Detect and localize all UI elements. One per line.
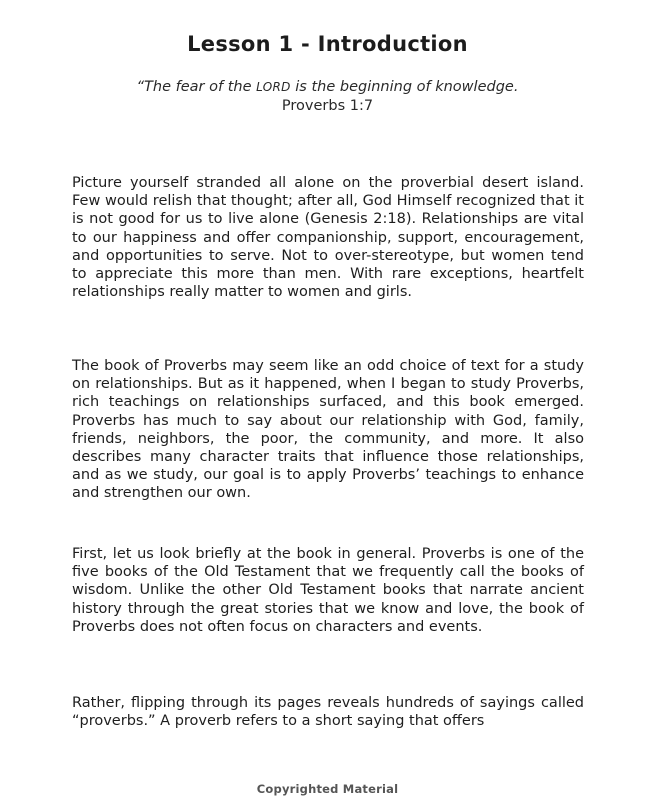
epigraph-quote-end: is the beginning of knowledge. [290,79,519,95]
epigraph [0,78,655,116]
epigraph-quote-start: “The fear of the [136,79,257,95]
copyright-footer: Copyrighted Material [256,782,399,796]
body-paragraph: The book of Proverbs may seem like an odd choice of text for a study on relationships. But as it happened, when I began to study Proverbs, rich teachings on relationships surfaced, and this book emerged. Proverbs has much to say about our relationship with God, family, friends, neighbors, the poor, the community, and more. It also describes many character traits that influence those relationships, and as we study, our goal is to apply Proverbs’ teachings to enhance and strengthen our own. [72,358,584,502]
page-title: Lesson 1 - Introduction [187,32,468,56]
epigraph-quote [0,78,655,97]
epigraph-lord: LORD [256,80,291,94]
body-paragraph: Rather, flipping through its pages reveals hundreds of sayings called “proverbs.” A proverb refers to a short saying that offers [72,695,584,730]
epigraph-reference: Proverbs 1:7 [281,98,374,114]
body-paragraph: First, let us look briefly at the book in general. Proverbs is one of the five books of the Old Testament that we frequently call the books of wisdom. Unlike the other Old Testament books that narrate ancient history through the great stories that we know and love, the book of Proverbs does not often focus on characters and events. [72,546,584,635]
body-paragraph: Picture yourself stranded all alone on the proverbial desert island. Few would relish that thought; after all, God Himself recognized that it is not good for us to live alone (Genesis 2:18). Relationships are vital to our happiness and offer companionship, support, encouragement, and opportunities to serve. Not to over-stereotype, but women tend to appreciate this more than men. With rare exceptions, heartfelt relationships really matter to women and girls. [72,175,584,301]
